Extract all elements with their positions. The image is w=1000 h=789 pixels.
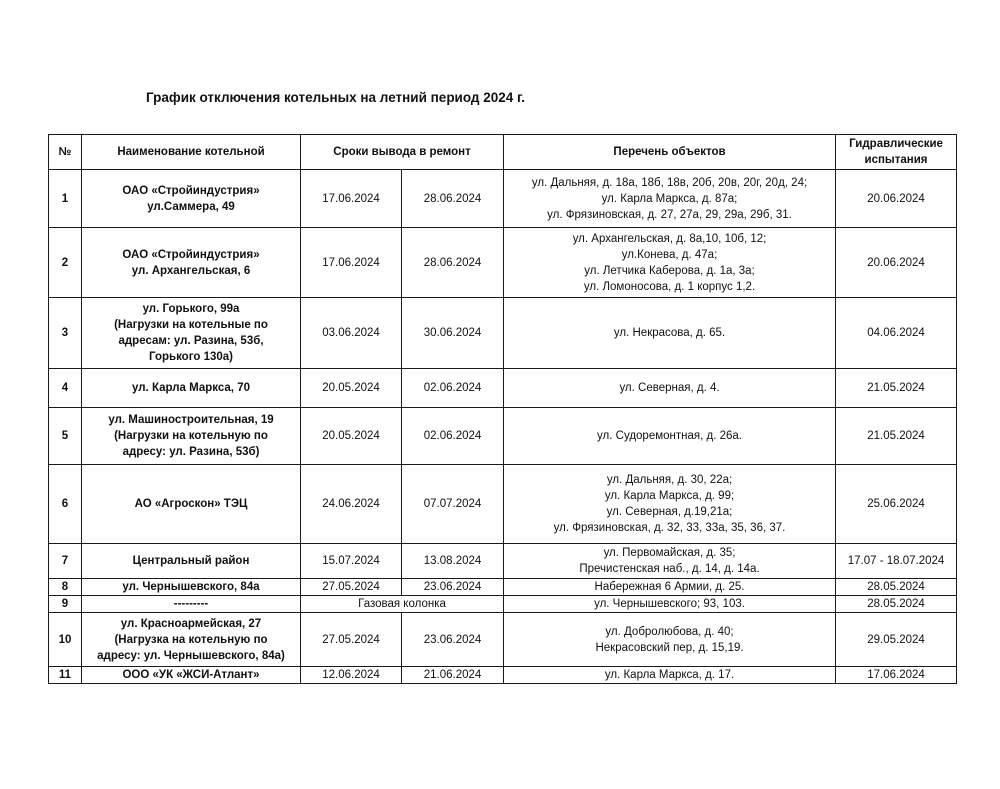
repair-end-date: 13.08.2024 bbox=[402, 544, 504, 579]
hydraulic-test-date: 21.05.2024 bbox=[836, 369, 957, 408]
objects-cell bbox=[504, 170, 836, 228]
table-row bbox=[49, 170, 957, 228]
table-row bbox=[49, 544, 957, 579]
objects-cell bbox=[504, 369, 836, 408]
boiler-name-line: ул. Машиностроительная, 19 bbox=[108, 414, 274, 426]
boiler-name-cell bbox=[82, 298, 301, 369]
row-number: 11 bbox=[49, 667, 82, 684]
objects-cell bbox=[504, 228, 836, 298]
object-line: ул. Северная, д.19,21а; bbox=[606, 506, 733, 518]
shutdown-schedule-table bbox=[48, 134, 957, 684]
object-line: ул. Дальняя, д. 30, 22а; bbox=[606, 474, 733, 486]
repair-end-date: 28.06.2024 bbox=[402, 228, 504, 298]
boiler-name-line: адресам: ул. Разина, 53б, bbox=[118, 335, 264, 347]
boiler-name-line: ул. Карла Маркса, 70 bbox=[132, 382, 250, 394]
hydraulic-test-date: 20.06.2024 bbox=[836, 228, 957, 298]
row-number: 4 bbox=[49, 369, 82, 408]
hydraulic-test-date: 25.06.2024 bbox=[836, 465, 957, 544]
object-line: ул. Фрязиновская, д. 27, 27а, 29, 29а, 29б, 31. bbox=[547, 208, 792, 221]
repair-start-date: 24.06.2024 bbox=[301, 465, 402, 544]
row-number: 1 bbox=[49, 170, 82, 228]
object-line: ул. Добролюбова, д. 40; bbox=[605, 625, 734, 638]
object-line: ул. Карла Маркса, д. 99; bbox=[604, 490, 735, 502]
table-row bbox=[49, 579, 957, 596]
repair-end-date: 23.06.2024 bbox=[402, 579, 504, 596]
object-line: ул. Летчика Каберова, д. 1а, 3а; bbox=[584, 264, 755, 277]
boiler-name-cell bbox=[82, 596, 301, 613]
row-number: 5 bbox=[49, 408, 82, 465]
hydraulic-test-date: 17.07 - 18.07.2024 bbox=[836, 544, 957, 579]
table-row bbox=[49, 667, 957, 684]
objects-cell bbox=[504, 579, 836, 596]
object-line: ул. Ломоносова, д. 1 корпус 1,2. bbox=[583, 280, 756, 293]
objects-cell bbox=[504, 408, 836, 465]
object-line: ул. Архангельская, д. 8а,10, 10б, 12; bbox=[572, 232, 767, 245]
boiler-name-line: ул. Горького, 99а bbox=[142, 303, 240, 315]
boiler-name-line: ул.Саммера, 49 bbox=[147, 200, 235, 213]
boiler-name-line: ОАО «Стройиндустрия» bbox=[122, 184, 260, 197]
header-test-line: Гидравлические bbox=[849, 138, 943, 150]
repair-end-date: 23.06.2024 bbox=[402, 613, 504, 667]
objects-cell bbox=[504, 596, 836, 613]
repair-start-date: 15.07.2024 bbox=[301, 544, 402, 579]
boiler-name-line: ул. Красноармейская, 27 bbox=[120, 617, 262, 630]
row-number: 2 bbox=[49, 228, 82, 298]
hydraulic-test-date: 28.05.2024 bbox=[836, 596, 957, 613]
objects-cell bbox=[504, 465, 836, 544]
header-num: № bbox=[49, 135, 82, 170]
hydraulic-test-date: 20.06.2024 bbox=[836, 170, 957, 228]
object-line: Набережная 6 Армии, д. 25. bbox=[594, 581, 745, 593]
repair-end-date: 07.07.2024 bbox=[402, 465, 504, 544]
object-line: ул. Фрязиновская, д. 32, 33, 33а, 35, 36, 37. bbox=[553, 522, 786, 534]
boiler-name-cell bbox=[82, 408, 301, 465]
repair-end-date: 21.06.2024 bbox=[402, 667, 504, 684]
row-number: 8 bbox=[49, 579, 82, 596]
object-line: ул.Конева, д. 47а; bbox=[621, 248, 718, 261]
repair-start-date: 17.06.2024 bbox=[301, 170, 402, 228]
repair-end-date: 02.06.2024 bbox=[402, 408, 504, 465]
boiler-name-line: ООО «УК «ЖСИ-Атлант» bbox=[122, 669, 260, 681]
boiler-name-line: Центральный район bbox=[132, 555, 250, 567]
boiler-name-cell bbox=[82, 579, 301, 596]
repair-start-date: 27.05.2024 bbox=[301, 579, 402, 596]
object-line: ул. Первомайская, д. 35; bbox=[603, 547, 736, 559]
boiler-name-line: Горького 130а) bbox=[149, 351, 233, 363]
objects-cell bbox=[504, 613, 836, 667]
header-test bbox=[836, 135, 957, 170]
row-number: 6 bbox=[49, 465, 82, 544]
boiler-name-line: адресу: ул. Чернышевского, 84а) bbox=[97, 649, 285, 662]
table-row bbox=[49, 369, 957, 408]
objects-cell bbox=[504, 544, 836, 579]
header-name: Наименование котельной bbox=[82, 135, 301, 170]
table-row bbox=[49, 408, 957, 465]
header-test-line: испытания bbox=[864, 154, 928, 166]
boiler-name-cell bbox=[82, 667, 301, 684]
boiler-name-line: ул. Чернышевского, 84а bbox=[122, 581, 260, 593]
repair-end-date: 30.06.2024 bbox=[402, 298, 504, 369]
boiler-name-line: ОАО «Стройиндустрия» bbox=[122, 248, 260, 261]
object-line: ул. Карла Маркса, д. 17. bbox=[604, 669, 735, 681]
boiler-name-line: ул. Архангельская, 6 bbox=[131, 264, 251, 277]
table-row bbox=[49, 465, 957, 544]
header-objects: Перечень объектов bbox=[504, 135, 836, 170]
object-line: ул. Карла Маркса, д. 87а; bbox=[601, 192, 738, 205]
boiler-name-cell bbox=[82, 369, 301, 408]
repair-start-date: 20.05.2024 bbox=[301, 369, 402, 408]
boiler-name-cell bbox=[82, 170, 301, 228]
document-title: График отключения котельных на летний период 2024 г. bbox=[146, 90, 526, 105]
table-row bbox=[49, 298, 957, 369]
object-line: Пречистенская наб., д. 14, д. 14а. bbox=[579, 563, 760, 575]
hydraulic-test-date: 28.05.2024 bbox=[836, 579, 957, 596]
header-dates: Сроки вывода в ремонт bbox=[301, 135, 504, 170]
object-line: Некрасовский пер, д. 15,19. bbox=[595, 641, 744, 654]
object-line: ул. Некрасова, д. 65. bbox=[613, 327, 726, 339]
boiler-name-cell bbox=[82, 544, 301, 579]
repair-start-date: 27.05.2024 bbox=[301, 613, 402, 667]
repair-start-date: 03.06.2024 bbox=[301, 298, 402, 369]
boiler-name-line: адресу: ул. Разина, 53б) bbox=[122, 446, 260, 458]
header-row bbox=[49, 135, 957, 170]
repair-start-date: 17.06.2024 bbox=[301, 228, 402, 298]
boiler-name-line: (Нагрузка на котельную по bbox=[114, 633, 268, 646]
table-row bbox=[49, 228, 957, 298]
boiler-name-cell bbox=[82, 465, 301, 544]
repair-end-date: 02.06.2024 bbox=[402, 369, 504, 408]
repair-end-date: 28.06.2024 bbox=[402, 170, 504, 228]
boiler-name-cell bbox=[82, 228, 301, 298]
hydraulic-test-date: 21.05.2024 bbox=[836, 408, 957, 465]
table-row bbox=[49, 596, 957, 613]
object-line: ул. Чернышевского; 93, 103. bbox=[594, 598, 745, 610]
repair-start-date: 12.06.2024 bbox=[301, 667, 402, 684]
row-number: 9 bbox=[49, 596, 82, 613]
boiler-name-cell bbox=[82, 613, 301, 667]
repair-period-merged: Газовая колонка bbox=[301, 596, 504, 613]
objects-cell bbox=[504, 667, 836, 684]
object-line: ул. Северная, д. 4. bbox=[619, 382, 720, 394]
hydraulic-test-date: 29.05.2024 bbox=[836, 613, 957, 667]
boiler-name-line: --------- bbox=[173, 598, 209, 610]
repair-start-date: 20.05.2024 bbox=[301, 408, 402, 465]
object-line: ул. Судоремонтная, д. 26а. bbox=[597, 430, 742, 442]
boiler-name-line: (Нагрузки на котельные по bbox=[114, 319, 268, 331]
objects-cell bbox=[504, 298, 836, 369]
object-line: ул. Дальняя, д. 18а, 18б, 18в, 20б, 20в, 20г, 20д, 24; bbox=[531, 176, 808, 189]
hydraulic-test-date: 17.06.2024 bbox=[836, 667, 957, 684]
table-row bbox=[49, 613, 957, 667]
row-number: 10 bbox=[49, 613, 82, 667]
row-number: 7 bbox=[49, 544, 82, 579]
row-number: 3 bbox=[49, 298, 82, 369]
hydraulic-test-date: 04.06.2024 bbox=[836, 298, 957, 369]
boiler-name-line: (Нагрузки на котельную по bbox=[114, 430, 268, 442]
boiler-name-line: АО «Агроскон» ТЭЦ bbox=[134, 498, 248, 510]
